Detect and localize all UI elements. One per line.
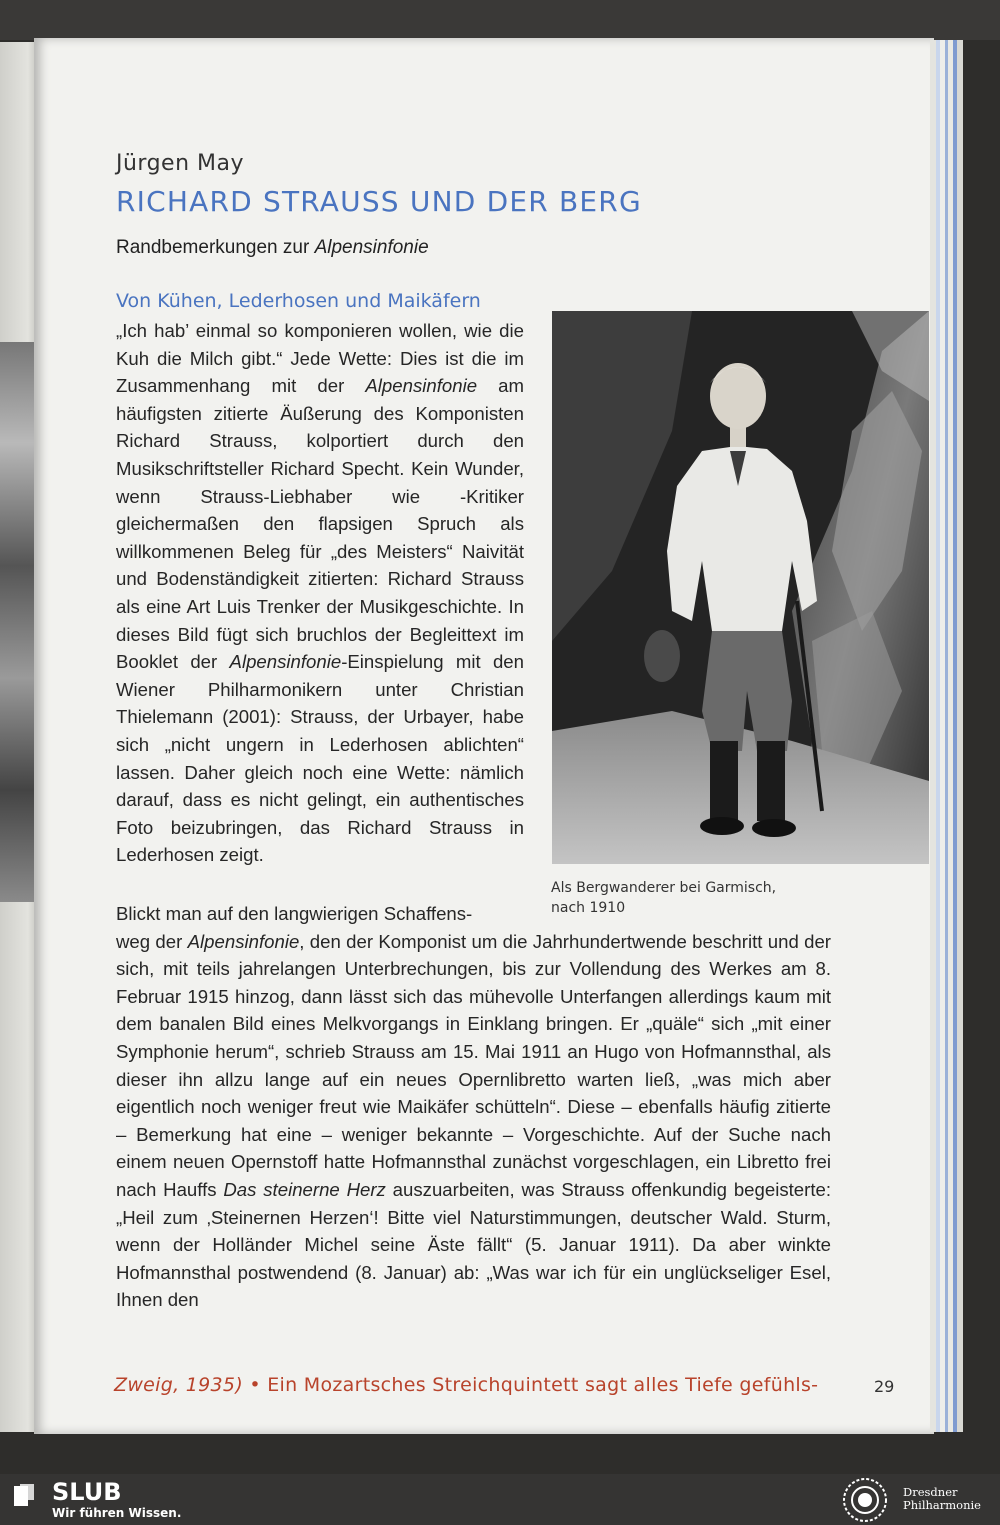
para1-segment: Alpensinfonie	[229, 651, 342, 673]
page-number: 29	[874, 1377, 895, 1396]
partner-name	[903, 1486, 981, 1512]
slub-name: SLUB	[52, 1478, 122, 1506]
article-author: Jürgen May	[116, 151, 245, 176]
caption-line-1: Als Bergwanderer bei Garmisch,	[551, 880, 777, 896]
partner-line-1: Dresdner	[903, 1485, 958, 1499]
footer-quote-italic: Zweig, 1935)	[114, 1374, 244, 1396]
photo-strauss-hiking	[552, 311, 929, 864]
para1-segment: „Ich hab’ einmal so komponieren wollen, wie die Kuh die Milch gibt.“ Jede Wette: Dies ist die im Zusammenhang mit der	[116, 320, 524, 397]
magazine-page	[34, 38, 934, 1434]
footer-quote-text: • Ein Mozartsches Streichquintett sagt alles Tiefe gefühls-	[243, 1374, 819, 1396]
article-subtitle	[116, 237, 429, 259]
subtitle-work: Alpensinfonie	[314, 237, 429, 258]
scan-background-top	[0, 0, 1000, 40]
para2-segment: Das steinerne Herz	[223, 1178, 386, 1200]
para1-segment: Alpensinfonie	[365, 375, 478, 397]
dresdner-philharmonie-logo-icon	[842, 1477, 888, 1523]
page-stack-edges	[930, 40, 966, 1432]
slub-logo-icon	[14, 1484, 34, 1506]
para2-segment: Alpensinfonie	[187, 930, 300, 952]
article-title: RICHARD STRAUSS UND DER BERG	[116, 185, 642, 218]
previous-page-photo-fragment	[0, 342, 36, 902]
paragraph-2	[116, 928, 831, 1314]
para2-segment: , den der Komponist um die Jahrhundertwende beschritt und der sich, mit teils jahrelangen Unterbrechungen, bis zur Vollendung des Werkes am 8. Februar 1915 hinzog, dann lässt sich das mühevolle Unterfangen allerdings kaum mit dem banalen Bild eines Melkvorgangs in Einklang bringen. Er „quäle“ sich „mit einer Symphonie herum“, schrieb Strauss am 15. Mai 1911 an Hugo von Hofmannsthal, als dieser ihn allzu lange auf ein neues Opernlibretto warten ließ, „was mich aber eigentlich noch weniger freut wie Maikäfer schütteln“. Diese – ebenfalls häufig zitierte – Bemerkung hat eine – weniger bekannte – Vorgeschichte. Auf der Suche nach einem neuen Opernstoff hatte Hofmannsthal zunächst vorgeschlagen, ein Libretto frei nach Hauffs	[116, 930, 831, 1200]
viewer-branding-bar	[0, 1474, 1000, 1525]
paragraph-2-lead: Blickt man auf den langwierigen Schaffens-	[116, 903, 473, 924]
photo-illustration	[552, 311, 929, 864]
partner-line-2: Philharmonie	[903, 1498, 981, 1512]
paragraph-2-block	[116, 900, 831, 1314]
subtitle-prefix: Randbemerkungen zur	[116, 237, 315, 258]
section-heading: Von Kühen, Lederhosen und Maikäfern	[116, 290, 481, 312]
running-footer-quote	[114, 1374, 818, 1396]
para2-segment: weg der	[116, 930, 188, 952]
slub-tagline: Wir führen Wissen.	[52, 1506, 182, 1520]
para1-segment: am häufigsten zitierte Äußerung des Komponisten Richard Strauss, kolportiert durch den Musikschriftsteller Richard Specht. Kein Wunder, wenn Strauss-Liebhaber wie -Kritiker gleichermaßen den flapsigen Spruch als willkommenen Beleg für „des Meisters“ Naivität und Bodenständigkeit zitierten: Richard Strauss als eine Art Luis Trenker der Musikgeschichte. In dieses Bild fügt sich bruchlos der Begleittext im Booklet der	[116, 375, 524, 673]
para2-segment: auszuarbeiten, was Strauss offenkundig begeisterte: „Heil zum ‚Steinernen Herzen‘! Bitte viel Naturstimmungen, deutscher Wald. Sturm, wenn der Holländer Michel seine Äste fällt“ (5. Januar 1911). Da aber winkte Hofmannsthal postwendend (8. Januar) ab: „Was war ich für ein unglückseliger Esel, Ihnen den	[116, 1178, 831, 1311]
para1-segment: -Einspielung mit den Wiener Philharmonikern unter Christian Thielemann (2001): Strauss, der Urbayer, habe sich „nicht ungern in Lederhosen ablichten“ lassen. Daher gleich noch eine Wette: nämlich darauf, dass es nicht gelingt, ein authentisches Foto beizubringen, das Richard Strauss in Lederhosen zeigt.	[116, 651, 524, 866]
paragraph-1	[116, 317, 524, 869]
caption-line-2: nach 1910	[551, 900, 626, 916]
